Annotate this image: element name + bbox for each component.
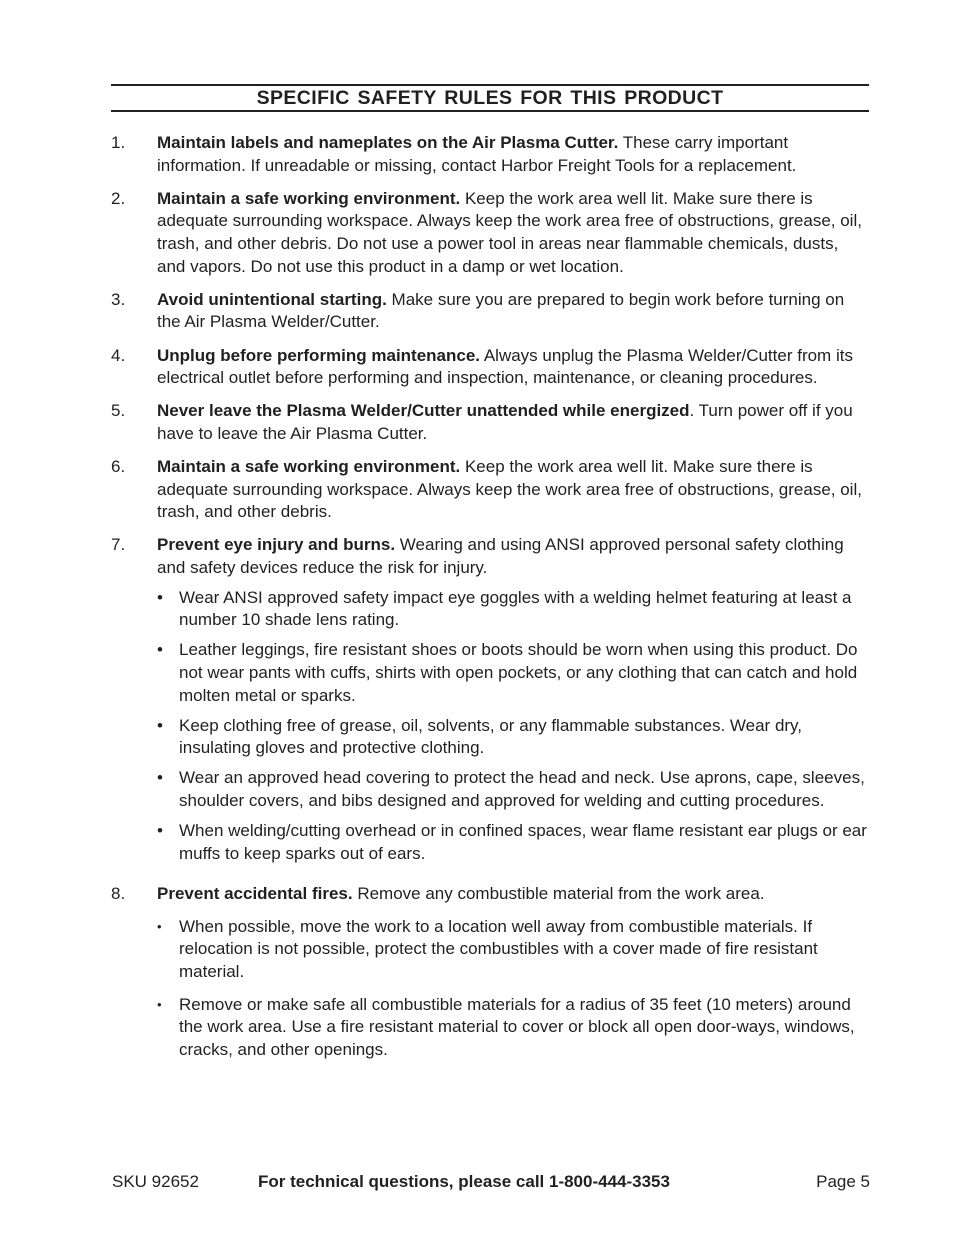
section-title: SPECIFIC SAFETY RULES FOR THIS PRODUCT — [256, 86, 724, 109]
rule-text: These carry important information. If unreadable or missing, contact Harbor Freight Tools for a replacement. — [157, 133, 797, 175]
rule-heading: Maintain a safe working environment. — [157, 457, 461, 477]
section-header — [111, 84, 869, 112]
rule-number: 3. — [111, 289, 126, 309]
rule-heading: Unplug before performing maintenance. — [157, 345, 481, 365]
list-item — [157, 767, 871, 812]
rule-heading: Never leave the Plasma Welder/Cutter unattended while energized — [157, 401, 690, 421]
rule-number: 6. — [111, 457, 126, 477]
rule-number: 8. — [111, 884, 126, 904]
rule-item-7 — [111, 534, 871, 872]
rule-number: 1. — [111, 133, 126, 152]
bullet-text: Wear ANSI approved safety impact eye goggles with a welding helmet featuring at least a number 10 shade lens rating. — [179, 587, 852, 630]
list-item — [157, 715, 871, 760]
list-item — [157, 639, 871, 707]
sku-number: SKU 92652 — [112, 1172, 199, 1191]
bullet-text: Remove or make safe all combustible materials for a radius of 35 feet (10 meters) around the work area. Use a fire resistant material to cover or block all open door-ways, windows, cracks, and other openings. — [179, 994, 855, 1059]
rule-item-4 — [111, 345, 871, 390]
bullet-text: When possible, move the work to a location well away from combustible materials. If relocation is not possible, protect the combustibles with a cover made of fire resistant material. — [179, 916, 818, 982]
page-footer — [112, 1172, 870, 1194]
rule-heading: Avoid unintentional starting. — [157, 289, 387, 309]
rule-number: 2. — [111, 188, 126, 208]
rule-text: Keep the work area well lit. Make sure there is adequate surrounding workspace. Always keep the work area free of obstructions, grease, oil, trash, and other debris. Do not use a power tool in areas near flammable chemicals, dusts, and vapors. Do not use this product in a damp or wet location. — [157, 188, 862, 276]
rule-number: 7. — [111, 535, 126, 555]
bullet-list — [157, 587, 871, 866]
rule-text: Make sure you are prepared to begin work before turning on the Air Plasma Welder/Cutter. — [157, 289, 845, 332]
rule-heading: Maintain a safe working environment. — [157, 188, 461, 208]
rule-heading: Prevent accidental fires. — [157, 884, 353, 904]
rule-item-5 — [111, 400, 871, 445]
rule-body — [157, 345, 871, 390]
support-phone-note: For technical questions, please call 1-800-444-3353 — [258, 1172, 670, 1191]
list-item — [157, 994, 871, 1062]
bullet-icon: • — [157, 918, 162, 934]
rule-body — [157, 400, 871, 445]
rule-heading: Prevent eye injury and burns. — [157, 535, 396, 555]
bullet-icon: • — [157, 715, 163, 735]
rule-number: 5. — [111, 401, 126, 421]
rule-text: Wearing and using ANSI approved personal safety clothing and safety devices reduce the risk for injury. — [157, 535, 844, 578]
rule-body — [157, 534, 871, 872]
rule-text: Keep the work area well lit. Make sure there is adequate surrounding workspace. Always keep the work area free of obstructions, grease, oil, trash, and other debris. — [157, 457, 862, 522]
rule-item-6 — [111, 456, 871, 524]
rule-body — [157, 289, 871, 334]
bullet-icon: • — [157, 821, 163, 840]
list-item — [157, 587, 871, 632]
bullet-text: When welding/cutting overhead or in confined spaces, wear flame resistant ear plugs or ear muffs to keep sparks out of ears. — [179, 821, 867, 863]
bullet-icon: • — [157, 768, 163, 788]
bullet-text: Wear an approved head covering to protect the head and neck. Use aprons, cape, sleeves, shoulder covers, and bibs designed and approved for welding and cutting procedures. — [179, 768, 865, 810]
rule-item-3 — [111, 289, 871, 334]
rule-text: Remove any combustible material from the work area. — [352, 884, 765, 904]
rule-body — [157, 132, 871, 177]
rule-body — [157, 188, 871, 278]
bullet-icon: • — [157, 996, 162, 1012]
rule-text: . Turn power off if you have to leave the Air Plasma Cutter. — [157, 401, 853, 443]
rule-number: 4. — [111, 345, 126, 365]
rule-body — [157, 883, 871, 1071]
rule-item-1 — [111, 132, 871, 177]
safety-rules-list — [111, 132, 871, 1082]
rule-heading: Maintain labels and nameplates on the Air Plasma Cutter. — [157, 133, 619, 152]
bullet-list — [157, 916, 871, 1062]
bullet-text: Keep clothing free of grease, oil, solvents, or any flammable substances. Wear dry, insulating gloves and protective clothing. — [179, 715, 803, 758]
list-item — [157, 916, 871, 984]
rule-body — [157, 456, 871, 524]
list-item — [157, 820, 871, 865]
rule-item-2 — [111, 188, 871, 278]
rule-item-8 — [111, 883, 871, 1071]
bullet-icon: • — [157, 640, 163, 660]
rule-text: Always unplug the Plasma Welder/Cutter from its electrical outlet before performing and inspection, maintenance, or cleaning procedures. — [157, 345, 853, 388]
bullet-icon: • — [157, 587, 163, 607]
page-number: Page 5 — [816, 1172, 870, 1191]
bullet-text: Leather leggings, fire resistant shoes or boots should be worn when using this product. Do not wear pants with cuffs, shirts with open pockets, or any clothing that can catch and hold molten metal or sparks. — [179, 640, 858, 705]
